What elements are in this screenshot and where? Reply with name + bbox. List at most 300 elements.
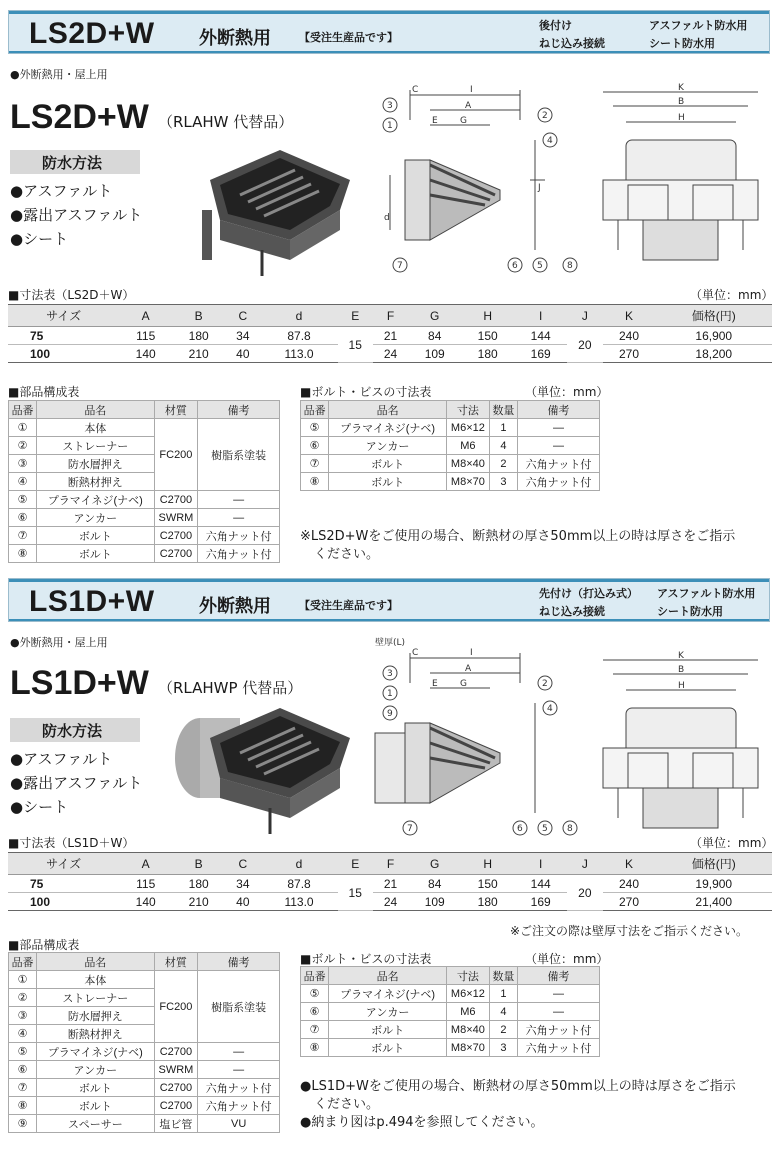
column-header: 備考	[518, 967, 600, 985]
table-row	[9, 1043, 280, 1061]
cross-section-diagram	[370, 80, 585, 280]
table-cell: アンカー	[329, 1003, 447, 1021]
column-header: 備考	[518, 401, 600, 419]
order-note: ※ご注文の際は壁厚寸法をご指示ください。	[510, 924, 749, 938]
table-cell: ボルト	[37, 545, 154, 563]
table-cell: 塩ビ管	[154, 1115, 198, 1133]
table-cell: M8×40	[446, 455, 489, 473]
dim-label: C	[412, 85, 419, 95]
dim-label: A	[465, 101, 472, 111]
table-cell: 140	[119, 345, 172, 363]
column-header: 寸法	[446, 967, 489, 985]
column-header: 品番	[9, 401, 37, 419]
column-header: 品番	[301, 401, 329, 419]
table-cell: 109	[408, 893, 461, 911]
column-header: G	[408, 853, 461, 875]
table-cell: 144	[514, 327, 567, 345]
table-cell: 樹脂系塗装	[198, 971, 280, 1043]
table-cell: プラマイネジ(ナベ)	[37, 491, 154, 509]
table-cell: 24	[373, 893, 408, 911]
table-cell: 20	[567, 327, 602, 363]
table-cell: C2700	[154, 1043, 198, 1061]
dim-label: E	[432, 116, 438, 126]
table-cell: アンカー	[37, 509, 154, 527]
svg-text:1: 1	[387, 121, 393, 131]
svg-text:6: 6	[517, 824, 523, 834]
banner-note: 【受注生産品です】	[299, 31, 398, 44]
table-cell: 15	[338, 327, 373, 363]
table-cell: ⑦	[301, 1021, 329, 1039]
svg-text:4: 4	[547, 136, 553, 146]
table-header-row	[301, 401, 600, 419]
table-cell: 15	[338, 875, 373, 911]
method-title: 防水方法	[10, 150, 140, 174]
cross-section-diagram	[370, 633, 585, 843]
table-cell: 113.0	[260, 345, 337, 363]
table-cell: 84	[408, 327, 461, 345]
table-cell: C2700	[154, 1079, 198, 1097]
front-view-diagram	[598, 648, 768, 838]
table-cell: 20	[567, 875, 602, 911]
dim-label: I	[470, 648, 473, 658]
product-photo	[165, 698, 360, 838]
table-row	[9, 1079, 280, 1097]
table-cell: —	[518, 437, 600, 455]
unit-label: （単位：mm）	[525, 385, 609, 399]
table-cell: ボルト	[329, 473, 447, 491]
table-cell: 270	[603, 893, 656, 911]
table-row	[9, 1097, 280, 1115]
table-row	[301, 1003, 600, 1021]
dim-label: G	[460, 679, 467, 689]
table-cell: ⑦	[9, 1079, 37, 1097]
banner-subtitle: 外断熱用	[199, 596, 271, 617]
bolt-table-heading: ■ボルト・ビスの寸法表	[300, 385, 432, 399]
parts-table	[8, 952, 280, 1133]
table-cell: 180	[461, 345, 514, 363]
svg-text:8: 8	[567, 824, 573, 834]
table-cell: VU	[198, 1115, 280, 1133]
unit-label: （単位：mm）	[690, 288, 774, 302]
table-cell: 75	[8, 327, 119, 345]
bolt-table-heading: ■ボルト・ビスの寸法表	[300, 952, 432, 966]
column-header: I	[514, 305, 567, 327]
dim-label: J	[538, 183, 541, 193]
dimension-table	[8, 852, 772, 911]
method-item: ●露出アスファルト	[10, 206, 143, 224]
table-cell: C2700	[154, 1097, 198, 1115]
dim-label: H	[678, 681, 685, 691]
column-header: A	[119, 305, 172, 327]
model-name: LS1D+W	[10, 664, 149, 702]
table-cell: ⑧	[9, 1097, 37, 1115]
dim-table-heading: ■寸法表（LS1D＋W）	[8, 836, 135, 850]
table-header-row	[8, 305, 772, 327]
table-cell: 21	[373, 327, 408, 345]
table-cell: 本体	[37, 971, 154, 989]
svg-text:5: 5	[542, 824, 548, 834]
table-row	[8, 345, 772, 363]
svg-text:8: 8	[567, 261, 573, 271]
table-cell: ⑦	[301, 455, 329, 473]
table-cell: ボルト	[329, 1021, 447, 1039]
svg-text:7: 7	[397, 261, 403, 271]
dim-label: B	[678, 665, 685, 675]
table-cell: ③	[9, 455, 37, 473]
banner-title: LS2D+W	[29, 17, 155, 50]
table-row	[301, 1039, 600, 1057]
table-cell: M6×12	[446, 985, 489, 1003]
table-cell: 防水層押え	[37, 455, 154, 473]
table-cell: 100	[8, 345, 119, 363]
table-cell: ④	[9, 473, 37, 491]
method-item: ●シート	[10, 230, 69, 248]
table-cell: アンカー	[37, 1061, 154, 1079]
table-cell: ⑧	[301, 1039, 329, 1057]
column-header: I	[514, 853, 567, 875]
column-header: 品名	[329, 967, 447, 985]
table-cell: 180	[172, 875, 225, 893]
dim-label: H	[678, 113, 685, 123]
table-row	[9, 545, 280, 563]
column-header: F	[373, 305, 408, 327]
column-header: 品番	[9, 953, 37, 971]
column-header: K	[603, 305, 656, 327]
dimension-table	[8, 304, 772, 363]
table-row	[9, 491, 280, 509]
table-cell: ストレーナー	[37, 437, 154, 455]
dim-label: d	[384, 213, 390, 223]
table-cell: 本体	[37, 419, 154, 437]
table-row	[301, 455, 600, 473]
table-cell: ボルト	[37, 1079, 154, 1097]
table-row	[9, 527, 280, 545]
product-photo	[190, 140, 360, 280]
svg-text:3: 3	[387, 101, 393, 111]
table-cell: C2700	[154, 491, 198, 509]
table-cell: 40	[225, 893, 260, 911]
column-header: 品名	[37, 953, 154, 971]
table-cell: 1	[489, 985, 517, 1003]
table-cell: SWRM	[154, 1061, 198, 1079]
table-cell: 六角ナット付	[198, 545, 280, 563]
product-section-ls1d	[0, 578, 780, 1162]
note-text: ●LS1D+Wをご使用の場合、断熱材の厚さ50mm以上の時は厚さをご指示 ください。 ●納まり図はp.494を参照してください。	[300, 1079, 736, 1130]
column-header: 品名	[37, 401, 154, 419]
unit-label: （単位：mm）	[690, 836, 774, 850]
section-banner	[8, 578, 770, 622]
table-cell: プラマイネジ(ナベ)	[329, 419, 447, 437]
svg-text:5: 5	[537, 261, 543, 271]
table-cell: ⑥	[9, 509, 37, 527]
table-cell: 180	[461, 893, 514, 911]
table-cell: 2	[489, 1021, 517, 1039]
table-row	[8, 893, 772, 911]
table-cell: —	[518, 1003, 600, 1021]
column-header: A	[119, 853, 172, 875]
column-header: H	[461, 853, 514, 875]
table-cell: ⑥	[301, 437, 329, 455]
table-cell: 六角ナット付	[198, 527, 280, 545]
dim-label: E	[432, 679, 438, 689]
table-cell: 34	[225, 875, 260, 893]
method-item: ●アスファルト	[10, 750, 113, 768]
table-cell: 109	[408, 345, 461, 363]
table-cell: 40	[225, 345, 260, 363]
table-row	[9, 419, 280, 437]
table-cell: プラマイネジ(ナベ)	[37, 1043, 154, 1061]
table-cell: 防水層押え	[37, 1007, 154, 1025]
table-cell: FC200	[154, 971, 198, 1043]
column-header: d	[260, 305, 337, 327]
unit-label: （単位：mm）	[525, 952, 609, 966]
usage-text: ●外断熱用・屋上用	[10, 68, 108, 81]
table-cell: 六角ナット付	[518, 1021, 600, 1039]
column-header: B	[172, 305, 225, 327]
table-cell: 100	[8, 893, 119, 911]
table-cell: 六角ナット付	[518, 455, 600, 473]
svg-text:2: 2	[542, 679, 548, 689]
table-cell: 樹脂系塗装	[198, 419, 280, 491]
table-cell: ボルト	[329, 455, 447, 473]
banner-tag: シート防水用	[649, 37, 715, 50]
banner-tag: ねじ込み接続	[539, 37, 605, 50]
column-header: 価格(円)	[655, 853, 772, 875]
column-header: J	[567, 305, 602, 327]
column-header: F	[373, 853, 408, 875]
banner-tag: 後付け	[539, 19, 572, 32]
table-cell: 六角ナット付	[198, 1097, 280, 1115]
table-cell: 210	[172, 893, 225, 911]
svg-text:6: 6	[512, 261, 518, 271]
table-cell: ⑤	[301, 985, 329, 1003]
column-header: H	[461, 305, 514, 327]
column-header: 価格(円)	[655, 305, 772, 327]
column-header: サイズ	[8, 305, 119, 327]
table-header-row	[9, 401, 280, 419]
table-cell: ⑧	[9, 545, 37, 563]
front-view-diagram	[598, 80, 768, 270]
note-text: ※LS2D+Wをご使用の場合、断熱材の厚さ50mm以上の時は厚さをご指示 ください。	[300, 529, 736, 562]
table-cell: 1	[489, 419, 517, 437]
table-cell: —	[198, 491, 280, 509]
table-cell: 34	[225, 327, 260, 345]
table-cell: スペーサー	[37, 1115, 154, 1133]
table-cell: C2700	[154, 545, 198, 563]
table-cell: 21,400	[655, 893, 772, 911]
column-header: 備考	[198, 401, 280, 419]
column-header: 品名	[329, 401, 447, 419]
section-banner	[8, 10, 770, 54]
parts-table-heading: ■部品構成表	[8, 385, 80, 399]
table-cell: アンカー	[329, 437, 447, 455]
column-header: 材質	[154, 401, 198, 419]
table-cell: C2700	[154, 527, 198, 545]
banner-subtitle: 外断熱用	[199, 28, 271, 49]
table-cell: 16,900	[655, 327, 772, 345]
column-header: K	[603, 853, 656, 875]
table-header-row	[301, 967, 600, 985]
method-item: ●シート	[10, 798, 69, 816]
table-row	[9, 1061, 280, 1079]
banner-tag: ねじ込み接続	[539, 605, 605, 618]
table-cell: ②	[9, 989, 37, 1007]
svg-text:3: 3	[387, 669, 393, 679]
table-cell: 240	[603, 875, 656, 893]
svg-text:2: 2	[542, 111, 548, 121]
table-cell: ④	[9, 1025, 37, 1043]
table-cell: ⑥	[301, 1003, 329, 1021]
column-header: 備考	[198, 953, 280, 971]
svg-text:7: 7	[407, 824, 413, 834]
method-title: 防水方法	[10, 718, 140, 742]
column-header: G	[408, 305, 461, 327]
table-cell: ⑤	[9, 1043, 37, 1061]
column-header: 数量	[489, 967, 517, 985]
parts-table	[8, 400, 280, 563]
table-cell: 115	[119, 875, 172, 893]
table-cell: 4	[489, 437, 517, 455]
dim-label: G	[460, 116, 467, 126]
banner-note: 【受注生産品です】	[299, 599, 398, 612]
table-cell: 87.8	[260, 327, 337, 345]
dim-label: B	[678, 97, 685, 107]
table-cell: 21	[373, 875, 408, 893]
table-cell: —	[198, 1061, 280, 1079]
column-header: 品番	[301, 967, 329, 985]
table-header-row	[9, 953, 280, 971]
column-header: 寸法	[446, 401, 489, 419]
table-cell: 断熱材押え	[37, 1025, 154, 1043]
table-cell: 六角ナット付	[198, 1079, 280, 1097]
table-row	[301, 419, 600, 437]
table-cell: 84	[408, 875, 461, 893]
table-cell: M8×40	[446, 1021, 489, 1039]
table-cell: ⑧	[301, 473, 329, 491]
table-cell: —	[198, 1043, 280, 1061]
table-cell: 140	[119, 893, 172, 911]
table-cell: 六角ナット付	[518, 1039, 600, 1057]
table-cell: M8×70	[446, 473, 489, 491]
table-cell: —	[518, 419, 600, 437]
table-row	[301, 985, 600, 1003]
usage-text: ●外断熱用・屋上用	[10, 636, 108, 649]
table-cell: 4	[489, 1003, 517, 1021]
table-cell: FC200	[154, 419, 198, 491]
table-cell: —	[518, 985, 600, 1003]
table-row	[301, 473, 600, 491]
table-cell: 180	[172, 327, 225, 345]
table-row	[8, 875, 772, 893]
method-item: ●アスファルト	[10, 182, 113, 200]
table-cell: SWRM	[154, 509, 198, 527]
column-header: サイズ	[8, 853, 119, 875]
table-cell: ⑥	[9, 1061, 37, 1079]
table-cell: 87.8	[260, 875, 337, 893]
table-cell: ボルト	[37, 1097, 154, 1115]
table-row	[8, 327, 772, 345]
column-header: 数量	[489, 401, 517, 419]
table-cell: 3	[489, 473, 517, 491]
table-cell: —	[198, 509, 280, 527]
table-row	[9, 1115, 280, 1133]
table-cell: 断熱材押え	[37, 473, 154, 491]
bolt-table	[300, 400, 600, 491]
table-cell: ⑦	[9, 527, 37, 545]
column-header: B	[172, 853, 225, 875]
bolt-table	[300, 966, 600, 1057]
table-cell: プラマイネジ(ナベ)	[329, 985, 447, 1003]
svg-text:1: 1	[387, 689, 393, 699]
table-cell: 169	[514, 893, 567, 911]
dim-table-heading: ■寸法表（LS2D＋W）	[8, 288, 135, 302]
table-cell: 115	[119, 327, 172, 345]
method-item: ●露出アスファルト	[10, 774, 143, 792]
table-row	[9, 509, 280, 527]
table-cell: ストレーナー	[37, 989, 154, 1007]
svg-text:4: 4	[547, 704, 553, 714]
table-cell: M6	[446, 437, 489, 455]
table-cell: ⑨	[9, 1115, 37, 1133]
column-header: E	[338, 305, 373, 327]
banner-title: LS1D+W	[29, 585, 155, 618]
table-row	[301, 437, 600, 455]
dim-label: C	[412, 648, 419, 658]
table-cell: 240	[603, 327, 656, 345]
table-cell: 2	[489, 455, 517, 473]
replacement-text: （RLAHW 代替品）	[158, 113, 294, 131]
dim-label: K	[678, 651, 684, 661]
column-header: C	[225, 305, 260, 327]
column-header: 材質	[154, 953, 198, 971]
table-row	[9, 971, 280, 989]
table-cell: 24	[373, 345, 408, 363]
table-cell: 113.0	[260, 893, 337, 911]
banner-tag: シート防水用	[657, 605, 723, 618]
table-cell: ⑤	[301, 419, 329, 437]
wall-thickness-label: 壁厚(L)	[375, 638, 406, 648]
table-cell: 六角ナット付	[518, 473, 600, 491]
table-cell: ①	[9, 971, 37, 989]
banner-tag: アスファルト防水用	[657, 587, 756, 600]
table-cell: 169	[514, 345, 567, 363]
banner-tag: アスファルト防水用	[649, 19, 748, 32]
column-header: E	[338, 853, 373, 875]
table-cell: 3	[489, 1039, 517, 1057]
model-name: LS2D+W	[10, 98, 149, 136]
table-header-row	[8, 853, 772, 875]
table-cell: ③	[9, 1007, 37, 1025]
table-cell: 18,200	[655, 345, 772, 363]
dim-label: A	[465, 664, 472, 674]
parts-table-heading: ■部品構成表	[8, 938, 80, 952]
banner-tag: 先付け（打込み式）	[539, 587, 638, 600]
table-cell: ⑤	[9, 491, 37, 509]
table-cell: M6×12	[446, 419, 489, 437]
table-cell: 150	[461, 875, 514, 893]
table-cell: 270	[603, 345, 656, 363]
table-cell: 75	[8, 875, 119, 893]
replacement-text: （RLAHWP 代替品）	[158, 679, 303, 697]
table-cell: M8×70	[446, 1039, 489, 1057]
column-header: J	[567, 853, 602, 875]
table-row	[301, 1021, 600, 1039]
table-cell: 144	[514, 875, 567, 893]
table-cell: 210	[172, 345, 225, 363]
column-header: C	[225, 853, 260, 875]
svg-text:9: 9	[387, 709, 393, 719]
dim-label: I	[470, 85, 473, 95]
